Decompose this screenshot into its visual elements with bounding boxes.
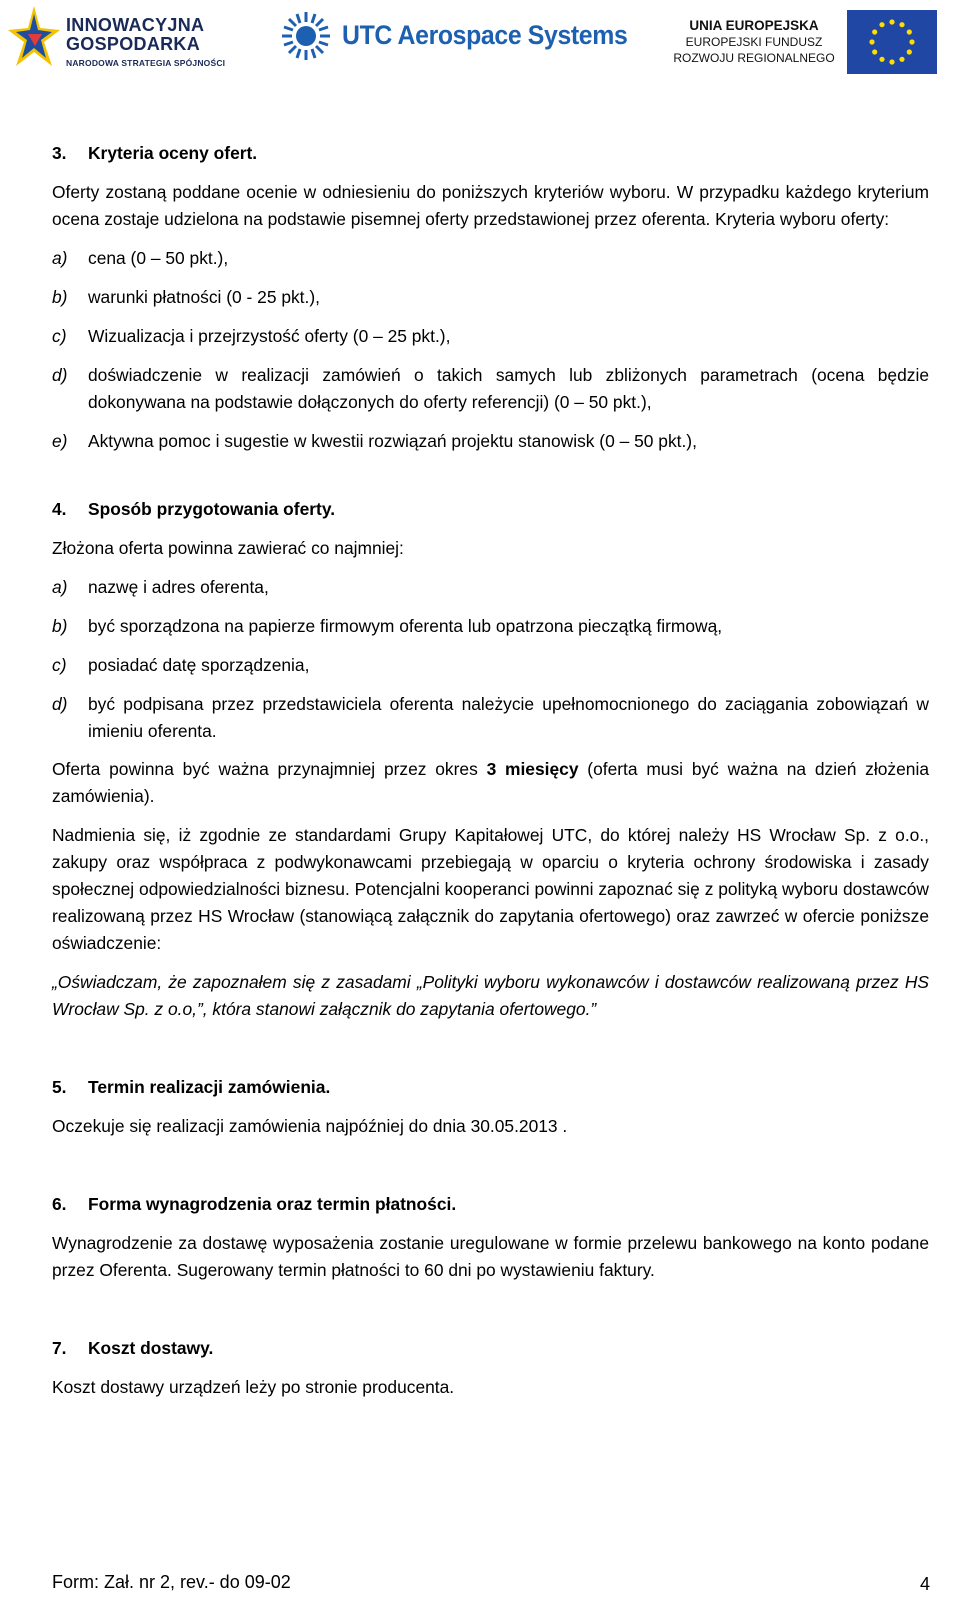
list-item [52,691,929,745]
list-text: nazwę i adres oferenta, [88,577,269,597]
list-text: być podpisana przez przedstawiciela oferenta należycie upełnomocnionego do zaciągania zobowiązań w imieniu oferenta. [88,694,929,741]
list-text: być sporządzona na papierze firmowym oferenta lub opatrzona pieczątką firmową, [88,616,723,636]
list-item [52,652,929,679]
list-item [52,362,929,416]
section-3-heading [52,140,929,167]
list-label: b) [52,616,68,636]
utc-globe-icon [278,8,334,64]
utc-aerospace-logo [278,8,658,64]
offer-validity-paragraph [52,756,929,810]
validity-text-pre: Oferta powinna być ważna przynajmniej przez okres [52,759,487,779]
section-number: 7. [52,1338,67,1358]
star-logo-icon [8,4,62,74]
section-number: 4. [52,499,67,519]
section-4-heading [52,496,929,523]
section-4-intro: Złożona oferta powinna zawierać co najmniej: [52,538,404,558]
section-3-intro: Oferty zostaną poddane ocenie w odniesieniu do poniższych kryteriów wyboru. W przypadku każdego kryterium ocena zostaje udzielona na podstawie pisemnej oferty przedstawionej przez oferenta. Kryteria wyboru oferty: [52,182,929,229]
list-text: posiadać datę sporządzenia, [88,655,310,675]
eu-logo-line-3: ROZWOJU REGIONALNEGO [673,51,835,65]
list-label: b) [52,287,68,307]
eu-logo-line-2: EUROPEJSKI FUNDUSZ [685,35,823,49]
list-item [52,323,929,350]
supplier-policy-paragraph: Nadmienia się, iż zgodnie ze standardami Grupy Kapitałowej UTC, do której należy HS Wrocław Sp. z o.o., zakupy oraz współpraca z podwykonawcami przebiegają w oparciu o kryteria ochrony środowiska i zasady społecznej odpowiedzialności biznesu. Potencjalni kooperanci powinni zapoznać się z polityką wyboru dostawców realizowaną przez HS Wrocław (stanowiącą załącznik do zapytania ofertowego) oraz zawrzeć w ofercie poniższe oświadczenie: [52,825,929,953]
eu-logo-line-1: UNIA EUROPEJSKA [689,18,819,33]
list-item [52,428,929,455]
list-label: a) [52,248,68,268]
validity-period: 3 miesięcy [486,759,579,779]
section-title: Kryteria oceny ofert. [88,143,258,163]
logo-line-2: GOSPODARKA [66,34,201,54]
list-text: Wizualizacja i przejrzystość oferty (0 – 25 pkt.), [88,326,451,346]
list-label: a) [52,577,68,597]
list-item [52,245,929,272]
innowacyjna-gospodarka-logo [8,4,238,76]
list-item [52,574,929,601]
section-title: Sposób przygotowania oferty. [88,499,336,519]
list-text: warunki płatności (0 - 25 pkt.), [88,287,320,307]
section-6-text: Wynagrodzenie za dostawę wyposażenia zostanie uregulowane w formie przelewu bankowego na konto podane przez Oferenta. Sugerowany termin płatności to 60 dni po wystawieniu faktury. [52,1233,929,1280]
section-number: 3. [52,143,67,163]
page-number: 4 [919,1574,930,1594]
logo-line-1: INNOWACYJNA [66,15,205,35]
document-body [52,140,929,1401]
list-text: doświadczenie w realizacji zamówień o takich samych lub zbliżonych parametrach (ocena będzie dokonywana na podstawie dołączonych do oferty referencji) (0 – 50 pkt.), [88,365,929,412]
section-7-heading [52,1335,929,1362]
validity-text-post: (oferta musi być ważna na dzień złożenia zamówienia). [52,759,929,806]
list-label: d) [52,694,68,714]
section-number: 5. [52,1077,67,1097]
list-text: cena (0 – 50 pkt.), [88,248,229,268]
page-header [0,0,960,84]
list-label: c) [52,326,67,346]
list-item [52,613,929,640]
required-statement: „Oświadczam, że zapoznałem się z zasadami „Polityki wyboru wykonawców i dostawców realizowaną przez HS Wrocław Sp. z o.o,”, która stanowi załącznik do zapytania ofertowego.” [52,972,929,1019]
list-text: Aktywna pomoc i sugestie w kwestii rozwiązań projektu stanowisk (0 – 50 pkt.), [88,431,697,451]
list-label: e) [52,431,68,451]
section-5-heading [52,1074,929,1101]
section-6-heading [52,1191,929,1218]
section-7-text: Koszt dostawy urządzeń leży po stronie producenta. [52,1377,455,1397]
list-label: c) [52,655,67,675]
utc-logo-text: UTC Aerospace Systems [342,20,628,50]
section-title: Koszt dostawy. [88,1338,214,1358]
logo-line-3: NARODOWA STRATEGIA SPÓJNOŚCI [66,58,226,68]
section-5-text: Oczekuje się realizacji zamówienia najpóźniej do dnia 30.05.2013 . [52,1116,568,1136]
section-number: 6. [52,1194,67,1214]
list-label: d) [52,365,68,385]
footer-form-id: Form: Zał. nr 2, rev.- do 09-02 [52,1572,291,1592]
list-item [52,284,929,311]
eu-fund-logo [664,10,924,76]
eu-flag-icon [847,10,937,74]
section-title: Forma wynagrodzenia oraz termin płatności. [88,1194,457,1214]
section-title: Termin realizacji zamówienia. [88,1077,331,1097]
